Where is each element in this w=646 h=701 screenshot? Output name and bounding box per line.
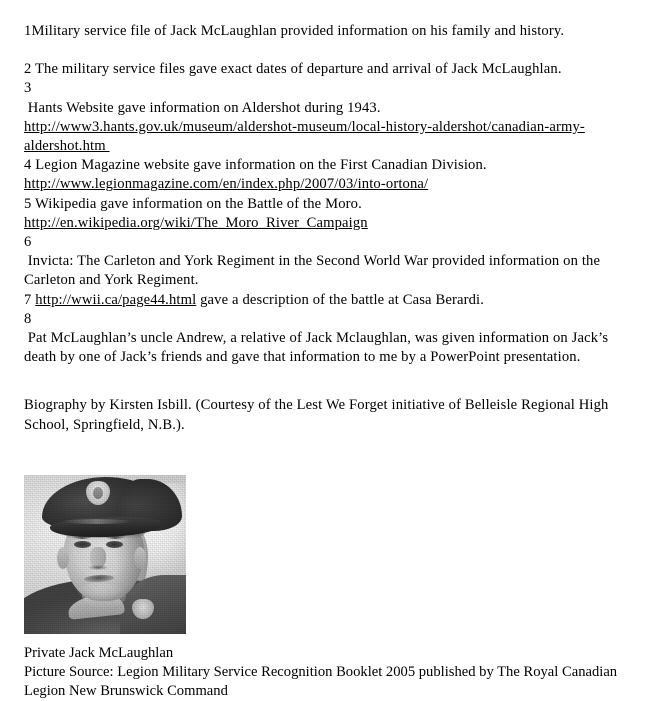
source-item-6-text: Invicta: The Carleton and York Regiment in the Second World War provided information on the Carleton and York Regiment. — [24, 253, 604, 289]
spacer — [24, 386, 632, 396]
spacer — [24, 634, 632, 644]
source-item-4-url[interactable]: http://www.legionmagazine.com/en/index.php/2007/03/into-ortona/ — [24, 176, 429, 193]
portrait-photo-image — [24, 475, 186, 634]
source-item-2: 2 The military service files gave exact dates of departure and arrival of Jack McLaughlan. — [24, 61, 562, 78]
photo-caption-source: Picture Source: Legion Military Service Recognition Booklet 2005 published by The Royal Canadian Legion New Brunswick Command — [24, 664, 621, 700]
photo-grain-diagonal — [24, 475, 186, 634]
spacer — [24, 367, 632, 386]
spacer — [24, 435, 632, 475]
source-item-7-prefix: 7 — [24, 291, 36, 308]
source-item-1: 1Military service file of Jack McLaughlan provided information on his family and history. — [24, 23, 565, 39]
source-item-4-text: 4 Legion Magazine website gave information on the First Canadian Division. — [24, 157, 487, 174]
source-item-7 — [24, 291, 632, 310]
portrait-photo — [24, 475, 186, 634]
source-item-8-marker: 8 — [24, 310, 32, 327]
source-item-6-marker: 6 — [24, 234, 32, 251]
source-item-3-text: Hants Website gave information on Aldershot during 1943. — [24, 99, 381, 116]
source-item-7-url[interactable]: http://wwii.ca/page44.html — [35, 291, 197, 308]
source-item-3-url-line1[interactable]: http://www3.hants.gov.uk/museum/aldershot-museum/local-history-aldershot/canadian-army- — [24, 118, 585, 135]
source-item-7-suffix: gave a description of the battle at Casa Berardi. — [196, 291, 485, 308]
source-item-3-url-line2[interactable]: aldershot.htm — [24, 138, 110, 155]
source-item-3-marker: 3 — [24, 80, 32, 97]
source-item-5-text: 5 Wikipedia gave information on the Battle of the Moro. — [24, 195, 362, 212]
photo-caption-name: Private Jack McLaughlan — [24, 644, 174, 661]
biography-credit: Biography by Kirsten Isbill. (Courtesy of the Lest We Forget initiative of Belleisle Regional High School, Springfield, N.B.). — [24, 397, 613, 433]
spacer — [24, 41, 632, 60]
source-item-8-text: Pat McLaughlan’s uncle Andrew, a relative of Jack Mclaughlan, was given information on Jack’s death by one of Jack’s friends and gave that information to me by a PowerPoint presentation. — [24, 330, 613, 366]
source-item-5-url[interactable]: http://en.wikipedia.org/wiki/The_Moro_River_Campaign — [24, 214, 368, 231]
